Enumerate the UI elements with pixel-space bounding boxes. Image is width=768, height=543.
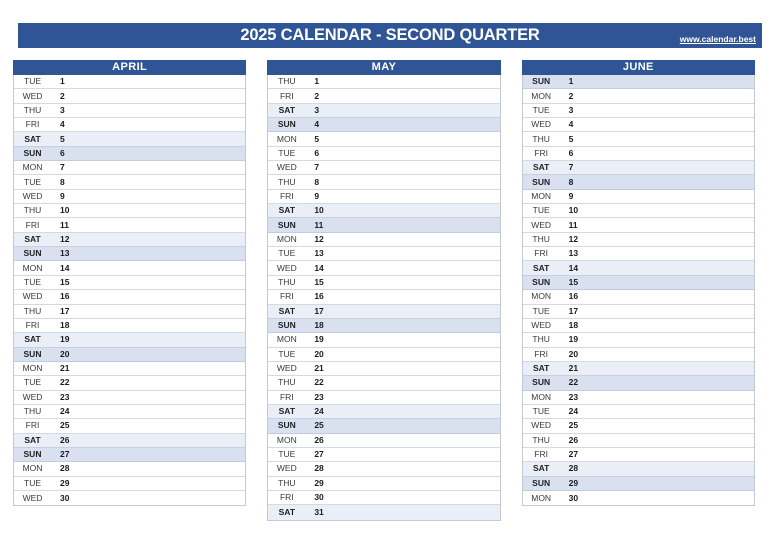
day-row	[523, 491, 754, 505]
day-row	[523, 147, 754, 161]
day-abbr: THU	[532, 434, 550, 445]
day-number: 5	[60, 133, 65, 144]
day-number: 13	[60, 248, 70, 259]
day-abbr: FRI	[534, 449, 548, 460]
day-abbr: THU	[23, 305, 42, 316]
day-row	[523, 247, 754, 261]
day-abbr: THU	[532, 233, 550, 244]
day-row	[14, 218, 245, 232]
day-number: 26	[60, 434, 70, 445]
day-abbr: WED	[22, 291, 43, 302]
day-number: 17	[314, 305, 324, 316]
day-number: 15	[568, 276, 579, 287]
day-row	[523, 233, 754, 247]
day-abbr: TUE	[24, 377, 41, 388]
calendar-grid	[13, 60, 755, 521]
day-abbr: SAT	[532, 363, 550, 374]
day-number: 13	[314, 248, 324, 259]
day-number: 20	[60, 348, 70, 359]
day-abbr: MON	[531, 190, 552, 201]
day-abbr: WED	[22, 391, 43, 402]
day-number: 10	[60, 205, 70, 216]
day-row	[14, 391, 245, 405]
day-row	[14, 319, 245, 333]
day-number: 1	[314, 76, 320, 87]
day-abbr: FRI	[279, 190, 294, 201]
day-number: 11	[314, 219, 324, 230]
day-row	[14, 190, 245, 204]
day-number: 19	[314, 334, 324, 345]
day-abbr: FRI	[279, 492, 294, 503]
day-abbr: WED	[276, 162, 297, 173]
day-abbr: SAT	[532, 463, 550, 474]
day-row	[268, 233, 499, 247]
day-row	[523, 132, 754, 146]
day-row	[14, 161, 245, 175]
day-row	[523, 75, 754, 89]
day-abbr: WED	[22, 190, 43, 201]
day-row	[523, 319, 754, 333]
day-row	[268, 333, 499, 347]
day-number: 21	[314, 363, 324, 374]
day-abbr: SAT	[278, 205, 296, 216]
day-abbr: MON	[531, 291, 552, 302]
day-number: 11	[60, 219, 69, 230]
day-number: 15	[60, 276, 70, 287]
day-abbr: MON	[276, 434, 297, 445]
day-row	[14, 147, 245, 161]
day-number: 27	[60, 449, 70, 460]
day-number: 25	[314, 420, 324, 431]
day-number: 23	[568, 391, 579, 402]
day-row	[523, 333, 754, 347]
day-number: 8	[314, 176, 320, 187]
day-abbr: SAT	[532, 262, 550, 273]
day-row	[523, 204, 754, 218]
day-number: 20	[568, 348, 579, 359]
day-number: 14	[314, 262, 324, 273]
day-row	[14, 247, 245, 261]
day-row	[14, 104, 245, 118]
day-abbr: TUE	[24, 477, 41, 488]
day-number: 29	[314, 477, 324, 488]
day-abbr: TUE	[532, 205, 550, 216]
day-number: 31	[314, 506, 324, 517]
day-row	[268, 319, 499, 333]
day-abbr: SAT	[24, 434, 41, 445]
day-abbr: MON	[276, 133, 297, 144]
day-row	[523, 175, 754, 189]
title-bar	[18, 23, 762, 48]
day-abbr: FRI	[534, 348, 548, 359]
day-number: 7	[568, 162, 574, 173]
day-number: 7	[60, 162, 65, 173]
day-row	[14, 462, 245, 476]
day-row	[268, 348, 499, 362]
day-row	[268, 161, 499, 175]
day-number: 20	[314, 348, 324, 359]
day-abbr: TUE	[532, 104, 550, 115]
month-column-may	[267, 60, 500, 521]
day-row	[268, 491, 499, 505]
day-row	[268, 175, 499, 189]
day-row	[523, 218, 754, 232]
day-number: 4	[60, 119, 65, 130]
day-number: 9	[314, 190, 320, 201]
day-row	[14, 204, 245, 218]
day-abbr: THU	[532, 334, 550, 345]
day-row	[268, 204, 499, 218]
day-abbr: THU	[278, 477, 296, 488]
month-rows	[13, 75, 246, 506]
day-abbr: TUE	[278, 147, 296, 158]
day-row	[523, 419, 754, 433]
day-row	[14, 132, 245, 146]
day-row	[523, 290, 754, 304]
day-number: 3	[568, 104, 574, 115]
day-abbr: FRI	[25, 320, 40, 331]
website-link[interactable]: www.calendar.best	[679, 34, 756, 44]
day-abbr: FRI	[279, 90, 294, 101]
day-number: 9	[568, 190, 574, 201]
day-abbr: WED	[531, 119, 552, 130]
day-abbr: MON	[531, 90, 552, 101]
day-row	[14, 261, 245, 275]
day-row	[268, 89, 499, 103]
day-number: 22	[568, 377, 579, 388]
day-row	[14, 362, 245, 376]
day-row	[14, 290, 245, 304]
day-row	[14, 305, 245, 319]
day-abbr: FRI	[279, 391, 294, 402]
day-row	[268, 419, 499, 433]
day-abbr: MON	[22, 162, 43, 173]
day-abbr: WED	[531, 219, 552, 230]
day-row	[268, 391, 499, 405]
day-abbr: WED	[531, 320, 552, 331]
day-row	[523, 462, 754, 476]
day-number: 28	[60, 463, 70, 474]
day-number: 29	[60, 477, 70, 488]
day-number: 11	[568, 219, 578, 230]
day-number: 21	[568, 363, 579, 374]
day-number: 16	[60, 291, 70, 302]
day-row	[523, 276, 754, 290]
day-number: 12	[314, 233, 324, 244]
day-row	[14, 175, 245, 189]
day-number: 12	[568, 233, 579, 244]
day-abbr: SUN	[277, 219, 296, 230]
day-number: 10	[568, 205, 579, 216]
day-number: 5	[568, 133, 574, 144]
day-abbr: THU	[278, 176, 296, 187]
day-row	[14, 276, 245, 290]
day-number: 14	[568, 262, 579, 273]
day-row	[14, 434, 245, 448]
day-abbr: SUN	[532, 276, 551, 287]
day-abbr: FRI	[25, 119, 40, 130]
day-number: 30	[60, 492, 70, 503]
day-row	[523, 362, 754, 376]
day-abbr: MON	[276, 233, 297, 244]
day-abbr: THU	[278, 276, 296, 287]
month-rows	[522, 75, 755, 506]
day-abbr: FRI	[534, 248, 548, 259]
day-abbr: WED	[22, 492, 43, 503]
day-number: 25	[568, 420, 579, 431]
day-row	[268, 190, 499, 204]
page-title: 2025 CALENDAR - SECOND QUARTER	[240, 26, 540, 44]
day-abbr: MON	[531, 391, 552, 402]
day-abbr: SUN	[23, 348, 42, 359]
day-row	[268, 218, 499, 232]
day-row	[14, 348, 245, 362]
day-number: 2	[314, 90, 320, 101]
day-row	[268, 376, 499, 390]
day-abbr: TUE	[24, 76, 41, 87]
day-number: 4	[568, 119, 574, 130]
day-abbr: WED	[276, 463, 297, 474]
day-abbr: FRI	[25, 420, 40, 431]
day-abbr: WED	[531, 420, 552, 431]
day-abbr: WED	[276, 363, 297, 374]
day-row	[268, 290, 499, 304]
month-header: APRIL	[13, 60, 246, 75]
day-abbr: SAT	[278, 305, 296, 316]
day-number: 12	[60, 233, 70, 244]
day-row	[268, 305, 499, 319]
day-number: 8	[568, 176, 574, 187]
day-number: 27	[568, 449, 579, 460]
day-abbr: FRI	[534, 147, 548, 158]
day-row	[523, 305, 754, 319]
month-rows	[267, 75, 500, 521]
day-row	[14, 448, 245, 462]
day-abbr: TUE	[532, 305, 550, 316]
day-number: 26	[314, 434, 324, 445]
day-row	[14, 118, 245, 132]
day-row	[523, 89, 754, 103]
day-number: 10	[314, 205, 324, 216]
day-number: 6	[314, 147, 320, 158]
day-row	[523, 348, 754, 362]
day-row	[14, 233, 245, 247]
day-row	[14, 333, 245, 347]
day-number: 28	[314, 463, 324, 474]
day-number: 2	[60, 90, 65, 101]
day-row	[14, 477, 245, 491]
day-row	[268, 147, 499, 161]
day-number: 5	[314, 133, 320, 144]
day-abbr: TUE	[532, 406, 550, 417]
day-abbr: TUE	[278, 449, 296, 460]
day-row	[523, 161, 754, 175]
day-abbr: THU	[23, 205, 42, 216]
day-abbr: THU	[278, 377, 296, 388]
day-number: 24	[314, 406, 324, 417]
day-abbr: SUN	[23, 248, 42, 259]
day-abbr: SAT	[24, 233, 41, 244]
day-abbr: MON	[22, 363, 43, 374]
day-number: 30	[568, 492, 579, 503]
day-number: 6	[60, 147, 65, 158]
day-row	[14, 405, 245, 419]
day-abbr: MON	[22, 262, 43, 273]
day-abbr: SUN	[23, 147, 42, 158]
day-abbr: THU	[23, 406, 42, 417]
day-number: 29	[568, 477, 579, 488]
day-row	[14, 75, 245, 89]
day-number: 15	[314, 276, 324, 287]
day-row	[523, 104, 754, 118]
day-abbr: SAT	[278, 406, 296, 417]
day-row	[268, 118, 499, 132]
day-row	[523, 405, 754, 419]
day-number: 22	[60, 377, 70, 388]
day-row	[523, 376, 754, 390]
day-abbr: SAT	[24, 334, 41, 345]
day-number: 24	[568, 406, 579, 417]
day-number: 27	[314, 449, 324, 460]
day-number: 6	[568, 147, 574, 158]
day-row	[268, 434, 499, 448]
day-number: 7	[314, 162, 320, 173]
day-row	[14, 491, 245, 505]
day-row	[268, 462, 499, 476]
day-abbr: SAT	[278, 506, 296, 517]
day-number: 1	[60, 76, 65, 87]
day-row	[523, 261, 754, 275]
day-abbr: TUE	[278, 348, 296, 359]
day-number: 13	[568, 248, 579, 259]
day-abbr: SUN	[23, 449, 42, 460]
day-abbr: MON	[22, 463, 43, 474]
day-number: 16	[568, 291, 579, 302]
day-row	[268, 104, 499, 118]
day-number: 9	[60, 190, 65, 201]
day-row	[268, 132, 499, 146]
day-number: 14	[60, 262, 70, 273]
day-number: 18	[568, 320, 579, 331]
day-row	[268, 362, 499, 376]
day-abbr: MON	[276, 334, 297, 345]
day-number: 1	[568, 76, 574, 87]
day-abbr: SAT	[532, 162, 550, 173]
day-number: 30	[314, 492, 324, 503]
day-abbr: WED	[22, 90, 43, 101]
day-abbr: SUN	[277, 119, 296, 130]
day-number: 25	[60, 420, 70, 431]
month-header: MAY	[267, 60, 500, 75]
day-abbr: SUN	[277, 420, 296, 431]
day-abbr: TUE	[24, 176, 41, 187]
day-abbr: TUE	[278, 248, 296, 259]
month-column-april	[13, 60, 246, 521]
day-abbr: THU	[532, 133, 550, 144]
day-number: 2	[568, 90, 574, 101]
day-row	[268, 505, 499, 519]
day-abbr: THU	[278, 76, 296, 87]
day-number: 23	[314, 391, 324, 402]
day-abbr: SUN	[532, 76, 551, 87]
day-number: 21	[60, 363, 70, 374]
day-number: 17	[60, 305, 70, 316]
day-number: 28	[568, 463, 579, 474]
day-row	[14, 376, 245, 390]
day-number: 16	[314, 291, 324, 302]
day-number: 23	[60, 391, 70, 402]
day-row	[268, 477, 499, 491]
day-row	[268, 448, 499, 462]
day-number: 19	[568, 334, 579, 345]
day-number: 3	[60, 104, 65, 115]
day-abbr: THU	[23, 104, 42, 115]
day-abbr: WED	[276, 262, 297, 273]
day-row	[268, 75, 499, 89]
day-row	[523, 118, 754, 132]
day-row	[14, 89, 245, 103]
day-number: 3	[314, 104, 320, 115]
day-abbr: SUN	[532, 477, 551, 488]
day-abbr: SUN	[532, 176, 551, 187]
day-abbr: SAT	[24, 133, 41, 144]
day-number: 26	[568, 434, 579, 445]
day-abbr: FRI	[279, 291, 294, 302]
day-row	[268, 247, 499, 261]
day-row	[268, 261, 499, 275]
day-number: 24	[60, 406, 70, 417]
day-row	[268, 405, 499, 419]
day-abbr: FRI	[25, 219, 40, 230]
month-header: JUNE	[522, 60, 755, 75]
day-row	[523, 448, 754, 462]
day-row	[523, 190, 754, 204]
day-abbr: SUN	[532, 377, 551, 388]
day-row	[523, 477, 754, 491]
day-row	[523, 434, 754, 448]
day-number: 19	[60, 334, 70, 345]
day-number: 22	[314, 377, 324, 388]
day-number: 8	[60, 176, 65, 187]
day-row	[523, 391, 754, 405]
day-abbr: SAT	[278, 104, 296, 115]
day-number: 17	[568, 305, 579, 316]
day-row	[268, 276, 499, 290]
day-number: 18	[60, 320, 70, 331]
day-number: 4	[314, 119, 320, 130]
day-row	[14, 419, 245, 433]
day-abbr: MON	[531, 492, 552, 503]
month-column-june	[522, 60, 755, 521]
day-abbr: SUN	[277, 320, 296, 331]
day-number: 18	[314, 320, 324, 331]
day-abbr: TUE	[24, 276, 41, 287]
